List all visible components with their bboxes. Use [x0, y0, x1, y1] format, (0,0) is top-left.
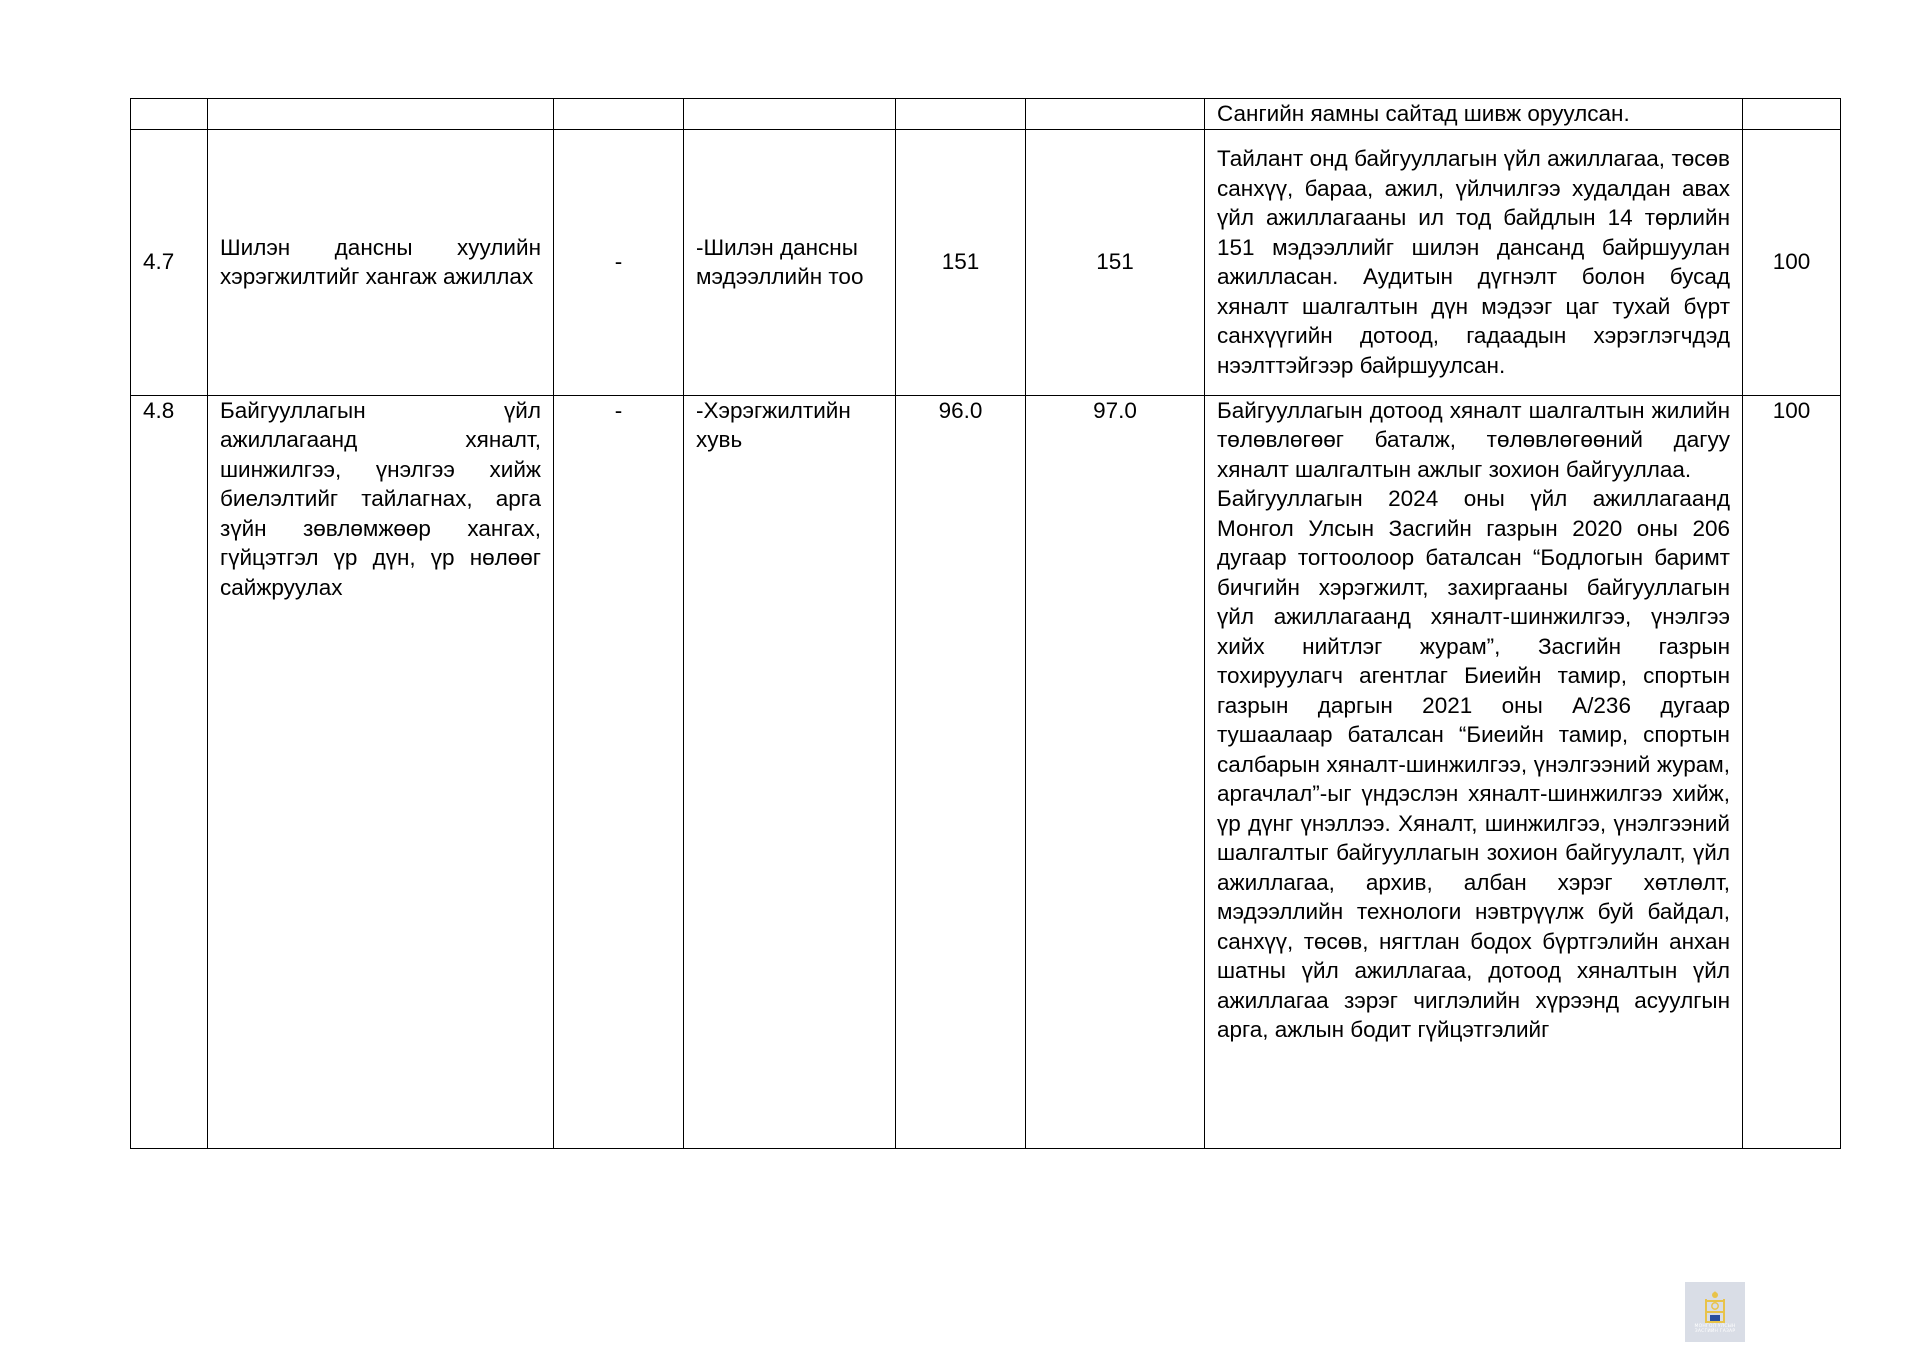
implementation-text [1205, 395, 1743, 1148]
row-number: 4.8 [131, 395, 208, 1148]
implementation-paragraph: Сангийн яамны сайтад шивж оруулсан. [1217, 101, 1630, 126]
percent-value [1743, 99, 1841, 130]
activity-name [208, 99, 554, 130]
table-row [131, 99, 1841, 130]
activity-name: Байгууллагын үйл ажиллагаанд хяналт, шинжилгээ, үнэлгээ хийж биелэлтийг тайлагнах, арга зүйн зөвлөмжөөр хангах, гүйцэтгэл үр дүн, үр нөлөөг сайжруулах [208, 395, 554, 1148]
implementation-text [1205, 129, 1743, 395]
target-value [896, 99, 1026, 130]
implementation-paragraph: Байгууллагын дотоод хяналт шалгалтын жилийн төлөвлөгөөг баталж, төлөвлөгөөний дагуу хяналт шалгалтын ажлыг зохион байгууллаа. [1217, 397, 1730, 482]
government-logo [1685, 1282, 1745, 1342]
percent-value: 100 [1743, 129, 1841, 395]
target-value: 96.0 [896, 395, 1026, 1148]
baseline-value: - [554, 395, 684, 1148]
logo-caption-line: МОНГОЛ УЛСЫН [1694, 1324, 1736, 1329]
indicator: -Шилэн дансны мэдээллийн тоо [684, 129, 896, 395]
actual-value: 97.0 [1026, 395, 1205, 1148]
table-row [131, 129, 1841, 395]
actual-value: 151 [1026, 129, 1205, 395]
report-table [130, 98, 1841, 1149]
row-number [131, 99, 208, 130]
soyombo-emblem-icon [1702, 1290, 1728, 1324]
activity-name: Шилэн дансны хуулийн хэрэгжилтийг хангаж ажиллах [208, 129, 554, 395]
percent-value: 100 [1743, 395, 1841, 1148]
baseline-value [554, 99, 684, 130]
target-value: 151 [896, 129, 1026, 395]
logo-caption-line: ЗАСГИЙН ГАЗАР [1694, 1329, 1736, 1334]
indicator: -Хэрэгжилтийн хувь [684, 395, 896, 1148]
implementation-paragraph: Тайлант онд байгууллагын үйл ажиллагаа, төсөв санхүү, бараа, ажил, үйлчилгээ худалдан авах үйл ажиллагааны ил тод байдлын 14 төрлийн 151 мэдээллийг шилэн дансанд байршуулан ажилласан. Аудитын дүгнэлт болон бусад хяналт шалгалтын дүн мэдээг цаг тухай бүрт санхүүгийн дотоод, гадаадын хэрэглэгчдэд нээлттэйгээр байршуулсан. [1217, 146, 1730, 378]
table-row [131, 395, 1841, 1148]
implementation-paragraph: Байгууллагын 2024 оны үйл ажиллагаанд Монгол Улсын Засгийн газрын 2020 оны 206 дугаар тогтоолоор баталсан “Бодлогын баримт бичгийн хэрэгжилт, захиргааны байгууллагын үйл ажиллагаанд хяналт-шинжилгээ, үнэлгээ хийх нийтлэг журам”, Засгийн газрын тохируулагч агентлаг Биеийн тамир, спортын газрын даргын 2021 оны А/236 дугаар тушаалаар баталсан “Биеийн тамир, спортын салбарын хяналт-шинжилгээ, үнэлгээний журам, аргачлал”-ыг үндэслэн хяналт-шинжилгээ хийж, үр дүнг үнэллээ. Хяналт, шинжилгээ, үнэлгээний шалгалтыг байгууллагын зохион байгуулалт, үйл ажиллагаа, архив, албан хэрэг хөтлөлт, мэдээллийн технологи нэвтрүүлж буй байдал, санхүү, төсөв, нягтлан бодох бүртгэлийн анхан шатны үйл ажиллагаа, дотоод хяналтын үйл ажиллагаа зэрэг чиглэлийн хүрээнд асуулгын арга, ажлын бодит гүйцэтгэлийг [1217, 486, 1730, 1042]
logo-caption [1695, 1324, 1736, 1334]
row-number: 4.7 [131, 129, 208, 395]
actual-value [1026, 99, 1205, 130]
indicator [684, 99, 896, 130]
implementation-text [1205, 99, 1743, 130]
baseline-value: - [554, 129, 684, 395]
